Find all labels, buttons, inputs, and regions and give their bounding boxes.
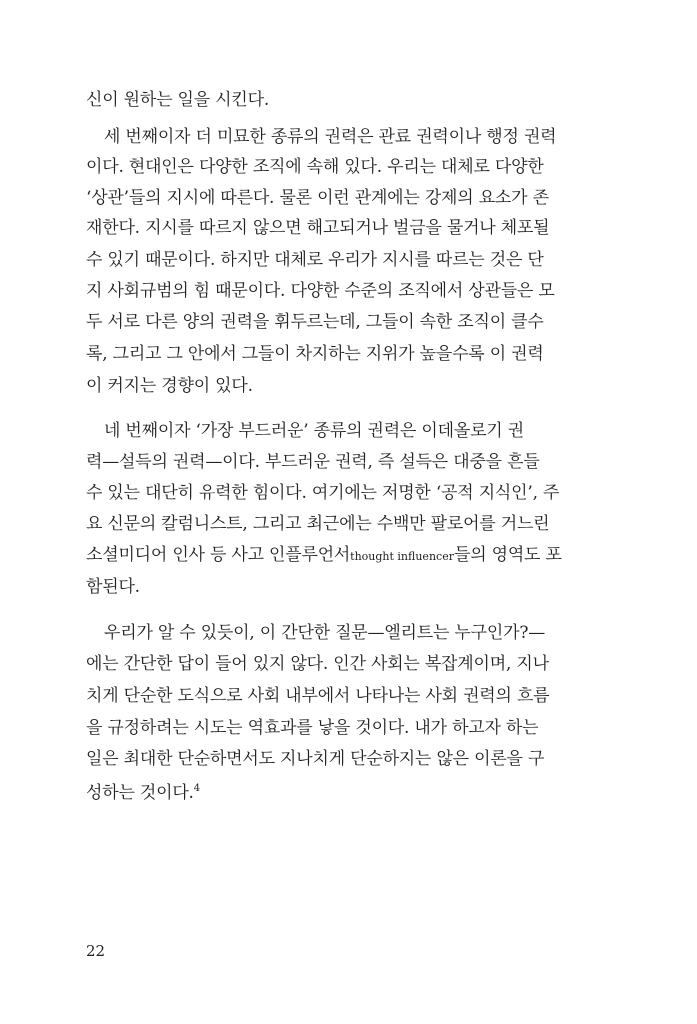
text-line: 을 규정하려는 시도는 역효과를 낳을 것이다. 내가 하고자 하는 — [86, 718, 539, 738]
text-line: 력—설득의 권력—이다. 부드러운 권력, 즉 설득은 대중을 흔들 — [86, 452, 540, 472]
page-number: 22 — [86, 942, 106, 960]
final-sentence: 성하는 것이다. — [86, 783, 194, 803]
text-line: 네 번째이자 ‘가장 부드러운’ 종류의 권력은 이데올로기 권 — [104, 421, 524, 441]
text-line: 신이 원하는 일을 시킨다. — [86, 90, 270, 110]
text-line: 에는 간단한 답이 들어 있지 않다. 인간 사회는 복잡계이며, 지나 — [86, 654, 549, 674]
text-line: 세 번째이자 더 미묘한 종류의 권력은 관료 권력이나 행정 권력 — [104, 127, 557, 147]
text-line-with-gloss — [86, 543, 616, 569]
text-line: 우리가 알 수 있듯이, 이 간단한 질문—엘리트는 누구인가?— — [104, 623, 546, 643]
text-line: 수 있기 때문이다. 하지만 대체로 우리가 지시를 따르는 것은 단 — [86, 250, 544, 270]
gloss-line-after: 들의 영역도 포 — [453, 545, 562, 565]
footnote-marker: 4 — [193, 783, 200, 794]
text-line: 수 있는 대단히 유력한 힘이다. 여기에는 저명한 ‘공적 지식인’, 주 — [86, 483, 560, 503]
text-line: 치게 단순한 도식으로 사회 내부에서 나타나는 사회 권력의 흐름 — [86, 686, 550, 706]
english-gloss: thought influencer — [350, 550, 454, 563]
text-line: 록, 그리고 그 안에서 그들이 차지하는 지위가 높을수록 이 권력 — [86, 344, 544, 364]
text-line: 이다. 현대인은 다양한 조직에 속해 있다. 우리는 대체로 다양한 — [86, 157, 544, 177]
text-line: 이 커지는 경향이 있다. — [86, 376, 253, 396]
text-line: ‘상관’들의 지시에 따른다. 물론 이런 관계에는 강제의 요소가 존 — [86, 188, 549, 208]
text-line: 요 신문의 칼럼니스트, 그리고 최근에는 수백만 팔로어를 거느린 — [86, 514, 550, 534]
gloss-line-before: 소셜미디어 인사 등 사고 인플루언서 — [86, 545, 351, 565]
text-line: 함된다. — [86, 577, 140, 597]
text-line-with-footnote — [86, 781, 616, 805]
text-line: 재한다. 지시를 따르지 않으면 해고되거나 벌금을 물거나 체포될 — [86, 218, 550, 238]
text-line: 지 사회규범의 힘 때문이다. 다양한 수준의 조직에서 상관들은 모 — [86, 281, 555, 301]
text-line: 일은 최대한 단순하면서도 지나치게 단순하지는 않은 이론을 구 — [86, 749, 545, 769]
text-line: 두 서로 다른 양의 권력을 휘두르는데, 그들이 속한 조직이 클수 — [86, 312, 544, 332]
